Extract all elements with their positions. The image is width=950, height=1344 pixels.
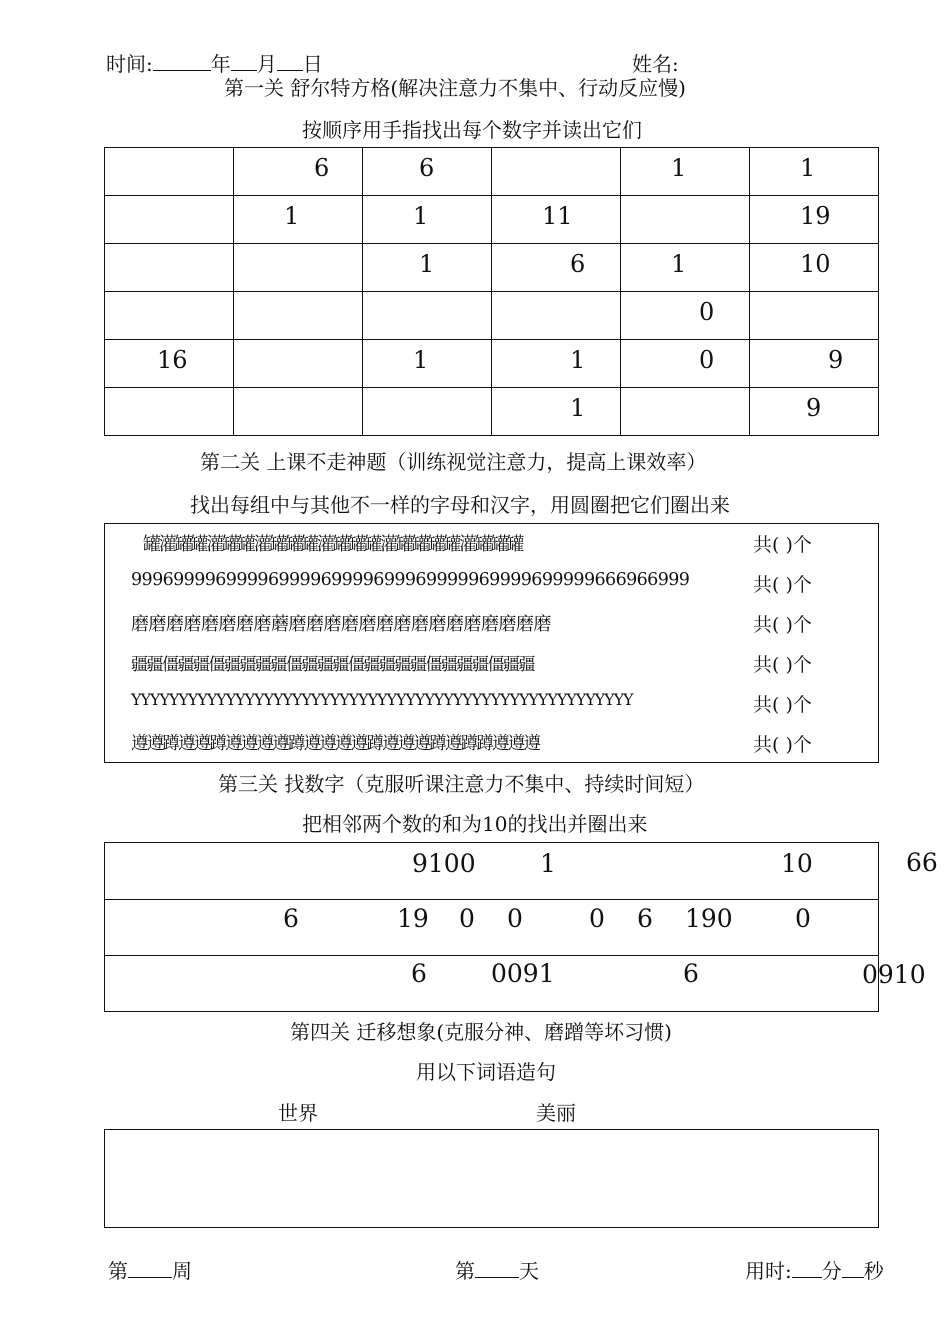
level1-title: 第一关 舒尔特方格(解决注意力不集中、行动反应慢) xyxy=(224,76,686,100)
day-blank[interactable] xyxy=(277,52,303,71)
grid-cell[interactable]: 1 xyxy=(621,148,750,196)
schulte-grid xyxy=(104,147,879,436)
list-item: 遵遵蹲遵遵蹲遵遵遵遵蹲遵遵遵遵蹲遵遵遵蹲遵蹲蹲遵遵遵 共( )个 xyxy=(105,724,880,764)
grid-cell[interactable] xyxy=(750,292,879,340)
table-row xyxy=(105,388,879,436)
count-blank[interactable]: 共( )个 xyxy=(753,734,812,756)
grid-cell[interactable] xyxy=(492,148,621,196)
grid-cell[interactable]: 9 xyxy=(750,340,879,388)
list-item: 疆疆僵疆疆僵疆疆疆疆僵疆疆疆僵疆疆疆疆僵疆疆疆僵疆疆 共( )个 xyxy=(105,644,880,684)
level2-title: 第二关 上课不走神题（训练视觉注意力，提高上课效率） xyxy=(200,450,707,474)
grid-cell[interactable] xyxy=(621,196,750,244)
grid-cell[interactable]: 10 xyxy=(750,244,879,292)
grid-cell[interactable]: 6 xyxy=(234,148,363,196)
word-2: 美丽 xyxy=(536,1101,576,1125)
table-row xyxy=(105,292,879,340)
overflow-number[interactable]: 0910 xyxy=(862,960,926,989)
list-item: 磨磨磨磨磨磨磨磨蘑磨磨磨磨磨磨磨磨磨磨磨磨磨磨磨 共( )个 xyxy=(105,604,880,644)
grid-cell[interactable]: 1 xyxy=(750,148,879,196)
grid-cell[interactable] xyxy=(105,196,234,244)
grid-cell[interactable]: 1 xyxy=(363,244,492,292)
grid-cell[interactable]: 11 xyxy=(492,196,621,244)
day-line: 第 天 xyxy=(455,1259,539,1283)
table-row xyxy=(105,148,879,196)
grid-cell[interactable]: 16 xyxy=(105,340,234,388)
overflow-number[interactable]: 66 xyxy=(906,848,938,877)
table-row: 6 19 0 0 0 6 190 0 xyxy=(105,899,878,956)
grid-cell[interactable] xyxy=(234,340,363,388)
level3-title: 第三关 找数字（克服听课注意力不集中、持续时间短） xyxy=(218,772,705,796)
grid-cell[interactable] xyxy=(105,148,234,196)
count-blank[interactable]: 共( )个 xyxy=(753,694,812,716)
list-item: 罐灌罐罐灌罐罐灌罐罐罐灌罐罐罐灌罐罐罐罐灌罐罐罐 共( )个 xyxy=(105,524,880,564)
time-label: 时间: xyxy=(106,52,153,76)
count-blank[interactable]: 共( )个 xyxy=(753,614,812,636)
week-blank[interactable] xyxy=(128,1259,172,1278)
grid-cell[interactable]: 1 xyxy=(363,196,492,244)
time-used-line: 用时: 分 秒 xyxy=(745,1259,884,1283)
grid-cell[interactable]: 9 xyxy=(750,388,879,436)
grid-cell[interactable] xyxy=(492,292,621,340)
grid-cell[interactable]: 0 xyxy=(621,292,750,340)
number-pairs-box xyxy=(104,842,879,1012)
count-blank[interactable]: 共( )个 xyxy=(753,574,812,596)
grid-cell[interactable] xyxy=(234,292,363,340)
level4-title: 第四关 迁移想象(克服分神、磨蹭等坏习惯) xyxy=(290,1020,672,1044)
level3-instruction: 把相邻两个数的和为10的找出并圈出来 xyxy=(302,812,648,836)
grid-cell[interactable] xyxy=(234,244,363,292)
table-row xyxy=(105,340,879,388)
name-label: 姓名: xyxy=(632,52,679,76)
grid-cell[interactable] xyxy=(105,292,234,340)
table-row xyxy=(105,244,879,292)
grid-cell[interactable]: 1 xyxy=(363,340,492,388)
month-blank[interactable] xyxy=(231,52,257,71)
grid-cell[interactable]: 0 xyxy=(621,340,750,388)
list-item: 99969999699996999969999699969999969999699999666966999 共( )个 xyxy=(131,570,812,596)
count-blank[interactable]: 共( )个 xyxy=(753,654,812,676)
date-line: 时间: 年 月 日 xyxy=(106,52,323,76)
year-blank[interactable] xyxy=(153,52,211,71)
day-count-blank[interactable] xyxy=(475,1259,519,1278)
grid-cell[interactable]: 6 xyxy=(492,244,621,292)
second-blank[interactable] xyxy=(842,1259,864,1278)
grid-cell[interactable]: 6 xyxy=(363,148,492,196)
word-1: 世界 xyxy=(278,1101,318,1125)
grid-cell[interactable]: 1 xyxy=(621,244,750,292)
grid-cell[interactable]: 1 xyxy=(234,196,363,244)
table-row: 6 0091 6 xyxy=(411,959,699,988)
list-item: YYYYYYYYYYYYYYYYYYYYYYYYYYYYYYYYYYYYYYYYYYYYYYYYYYYYY 共( )个 xyxy=(131,690,812,716)
grid-cell[interactable]: 19 xyxy=(750,196,879,244)
week-line: 第 周 xyxy=(108,1259,192,1283)
grid-cell[interactable] xyxy=(105,388,234,436)
level2-instruction: 找出每组中与其他不一样的字母和汉字，用圆圈把它们圈出来 xyxy=(190,493,730,517)
grid-cell[interactable] xyxy=(234,388,363,436)
grid-cell[interactable] xyxy=(621,388,750,436)
grid-cell[interactable] xyxy=(363,292,492,340)
level1-instruction: 按顺序用手指找出每个数字并读出它们 xyxy=(302,118,642,142)
minute-blank[interactable] xyxy=(792,1259,822,1278)
count-blank[interactable]: 共( )个 xyxy=(753,534,812,556)
table-row: 9100 1 10 xyxy=(105,843,878,900)
grid-cell[interactable]: 1 xyxy=(492,340,621,388)
table-row xyxy=(105,196,879,244)
grid-cell[interactable] xyxy=(105,244,234,292)
odd-one-out-box xyxy=(104,523,879,763)
level4-instruction: 用以下词语造句 xyxy=(416,1060,556,1084)
sentence-answer-box[interactable] xyxy=(104,1129,879,1228)
grid-cell[interactable] xyxy=(363,388,492,436)
grid-cell[interactable]: 1 xyxy=(492,388,621,436)
